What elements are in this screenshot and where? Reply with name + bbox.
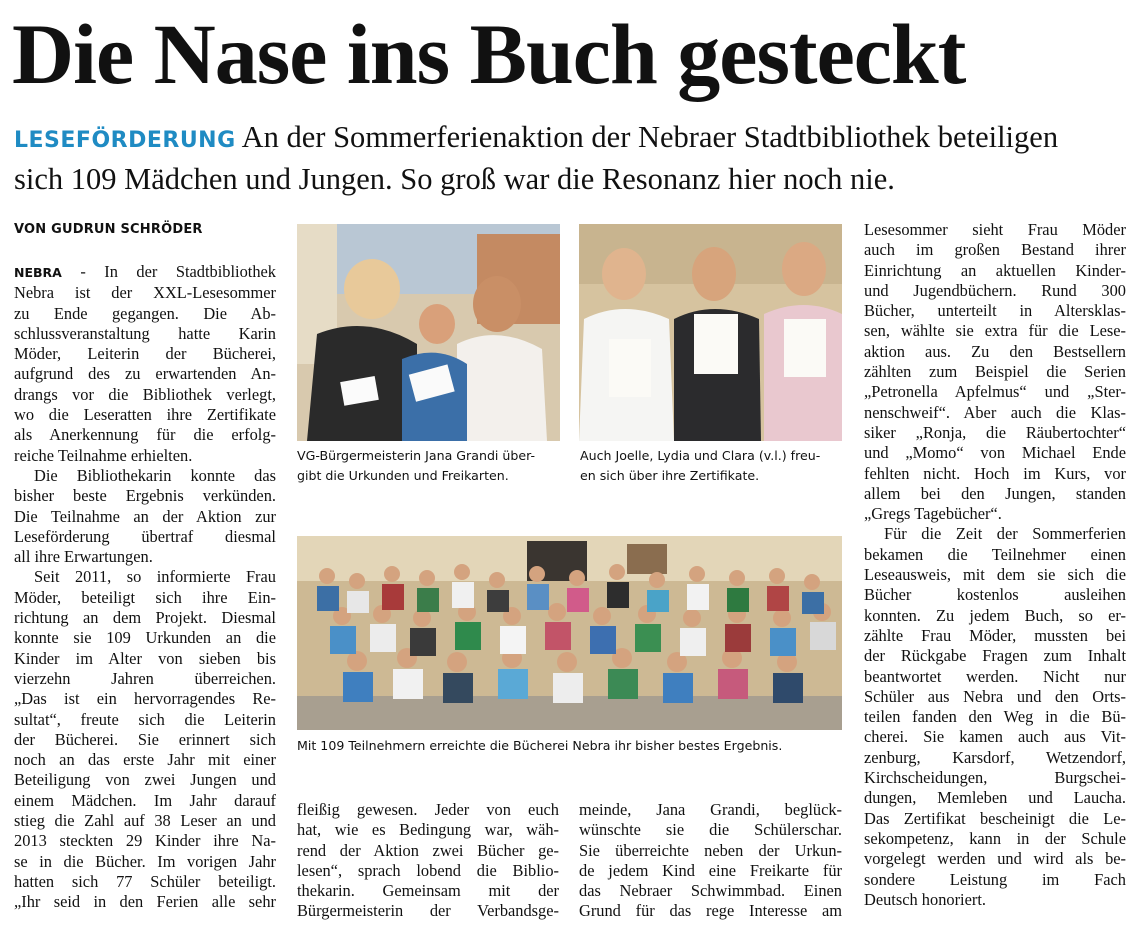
text-line: nenschweif“. Aber auch die Klas- (864, 402, 1126, 422)
article-column-3 (579, 800, 842, 922)
text-line: bisher beste Ergebnis verkünden. (14, 486, 276, 506)
photo-mayor-graphic (297, 224, 560, 441)
text-line: „Petronella Apfelmus“ und „Ster- (864, 382, 1126, 402)
caption-line: VG-Bürgermeisterin Jana Grandi über- (297, 448, 536, 463)
text-line: hat, wie es Bedingung war, wäh- (297, 820, 559, 840)
text-line: bekamen die Teilnehmer einen (864, 544, 1126, 564)
text-line: meinde, Jana Grandi, beglück- (579, 800, 842, 819)
text-line: rend der Aktion zwei Bücher ge- (297, 840, 559, 860)
caption-line: en sich über ihre Zertifikate. (580, 468, 760, 483)
text-line: hatten sich 77 Schüler beteiligt. (14, 871, 276, 891)
caption-photo-mayor (297, 446, 535, 486)
caption-photo-group (297, 736, 782, 756)
text-line: das Nebraer Schwimmbad. Einen (579, 881, 842, 901)
text-line: auch im großen Bestand ihrer (864, 240, 1126, 260)
text-line: Möder, beteiligt sich ihre Ein- (14, 587, 276, 607)
article-column-4 (864, 220, 1126, 910)
text-line: wo die Leseratten ihre Zertifikate (14, 405, 276, 425)
photo-group-graphic (297, 536, 842, 730)
caption-line: Auch Joelle, Lydia und Clara (v.l.) freu- (580, 448, 821, 463)
text-line: teilen fanden den Weg in die Bü- (864, 707, 1126, 727)
text-line: Lesesommer sieht Frau Möder (864, 220, 1126, 239)
text-line: sekompetenz, kann in der Schule (864, 828, 1126, 848)
text-line: „Das ist ein hervorragendes Re- (14, 689, 276, 709)
text-line: fleißig gewesen. Jeder von euch (297, 800, 559, 819)
text-line: zu Ende gegangen. Die Ab- (14, 303, 276, 323)
text-line: siker „Ronja, die Räubertochter“ (864, 422, 1126, 442)
text-line: 2013 steckten 29 Kinder ihre Na- (14, 831, 276, 851)
photo-mayor-handing-certificates (297, 224, 560, 441)
text-line: allem bei den Jungen, standen (864, 483, 1126, 503)
caption-line: Mit 109 Teilnehmern erreichte die Bücherei Nebra ihr bisher bestes Ergebnis. (297, 738, 783, 753)
text-line: zählte Frau Möder, mussten bei (864, 625, 1126, 645)
text-line: Bürgermeisterin der Verbandsge- (297, 901, 559, 921)
text-line: zenburg, Karsdorf, Wetzendorf, (864, 747, 1126, 767)
text-line: wünschte sie die Schülerschar. (579, 820, 842, 840)
text-line: fehlten nicht. Hoch im Kurs, vor (864, 463, 1126, 483)
photo-group-participants (297, 536, 842, 730)
byline: VON GUDRUN SCHRÖDER (14, 222, 203, 237)
text-line: „Gregs Tagebücher“. (864, 504, 1002, 524)
text-line: beantwortet werden. Nicht nur (864, 666, 1126, 686)
text-line: der Bücherei. Sie erinnert sich (14, 729, 276, 749)
text-line: drangs vor die Bibliothek verlegt, (14, 384, 276, 404)
deck (14, 118, 1124, 199)
text-line: Grund für das rege Interesse am (579, 901, 842, 921)
text-line: Leseförderung übertraf diesmal (14, 526, 276, 546)
caption-photo-girls (580, 446, 820, 486)
text-line: stieg die Zahl auf 38 Leser an und (14, 811, 276, 831)
kicker: LESEFÖRDERUNG (14, 128, 236, 153)
photo-girls-graphic (579, 224, 842, 441)
text-line: Möder, Leiterin der Bücherei, (14, 344, 276, 364)
text-line: aktion aus. Zu den Bestsellern (864, 341, 1126, 361)
text-line: und Jugendbüchern. Rund 300 (864, 280, 1126, 300)
text-line: thekarin. Gemeinsam mit der (297, 881, 559, 901)
text-line: Kirchscheidungen, Burgschei- (864, 768, 1126, 788)
text-line: all ihre Erwartungen. (14, 547, 153, 567)
text-line: vierzehn Jahren überreichen. (14, 668, 276, 688)
caption-line: gibt die Urkunden und Freikarten. (297, 468, 509, 483)
text-line: „Ihr seid in den Ferien alle sehr (14, 892, 276, 912)
text-line: sen, wählte sie extra für die Lese- (864, 321, 1126, 341)
text-line: Das Zertifikat bescheinigt die Le- (864, 808, 1126, 828)
text-line: Bücher, unterteilt in Altersklas- (864, 301, 1126, 321)
text-line: einem Mädchen. Im Jahr darauf (14, 790, 276, 810)
headline: Die Nase ins Buch gesteckt (12, 6, 966, 102)
text-line: Kinder im Alter von sieben bis (14, 648, 276, 668)
text-line: sultat“, freute sich die Leiterin (14, 709, 276, 729)
text-line: Für die Zeit der Sommerferien (884, 524, 1126, 544)
article-column-1 (14, 262, 276, 913)
text-line: und „Momo“ von Michael Ende (864, 443, 1126, 463)
text-line: aufgrund des zu erwartenden An- (14, 364, 276, 384)
text-line: reiche Teilnahme erhielten. (14, 445, 193, 465)
text-line: Nebra ist der XXL-Lesesommer (14, 283, 276, 303)
dateline: NEBRA (14, 265, 62, 280)
text-line: konnten. Zu jedem Buch, so er- (864, 605, 1126, 625)
text-line: richtung an dem Projekt. Diesmal (14, 608, 276, 628)
photo-three-girls (579, 224, 842, 441)
text-line: Deutsch honoriert. (864, 889, 986, 909)
text-line: cherei. Sie kamen auch aus Vit- (864, 727, 1126, 747)
text-line: Die Bibliothekarin konnte das (34, 465, 276, 485)
text-line: Einrichtung an aktuellen Kinder- (864, 260, 1126, 280)
text-line: der Rückgabe Fragen zum Inhalt (864, 646, 1126, 666)
text-line: Bücher kostenlos ausleihen (864, 585, 1126, 605)
text-line: se in die Bücher. Im vorigen Jahr (14, 851, 276, 871)
text-line: zählten zum Beispiel die Serien (864, 362, 1126, 382)
text-line: lesen“, sprach lobend die Biblio- (297, 860, 559, 880)
text-line: de jedem Kind eine Freikarte für (579, 860, 842, 880)
text-line: sondere Leistung im Fach (864, 869, 1126, 889)
text-line: Sie überreichte neben der Urkun- (579, 840, 842, 860)
text-line: Beteiligung von zwei Jungen und (14, 770, 276, 790)
text-line: schlussveranstaltung hatte Karin (14, 323, 276, 343)
text-line: Schüler aus Nebra und den Orts- (864, 686, 1126, 706)
text-line: Die Teilnahme an der Aktion zur (14, 506, 276, 526)
deck-line-2: sich 109 Mädchen und Jungen. So groß war die Resonanz hier noch nie. (14, 162, 895, 196)
text-line: konnte sie 109 Urkunden an die (14, 628, 276, 648)
text-line: noch an das erste Jahr mit einer (14, 750, 276, 770)
text-line: Seit 2011, so informierte Frau (34, 567, 276, 587)
text-line: dungen, Memleben und Laucha. (864, 788, 1126, 808)
text-line: NEBRA - In der Stadtbibliothek (14, 262, 276, 281)
text-line: Leseausweis, mit dem sie sich die (864, 565, 1126, 585)
deck-line-1: An der Sommerferienaktion der Nebraer Stadtbibliothek beteiligen (241, 120, 1059, 154)
text-line: als Anerkennung für die erfolg- (14, 425, 276, 445)
article-column-2 (297, 800, 559, 922)
text-line: vorgelegt werden und wird als be- (864, 849, 1126, 869)
